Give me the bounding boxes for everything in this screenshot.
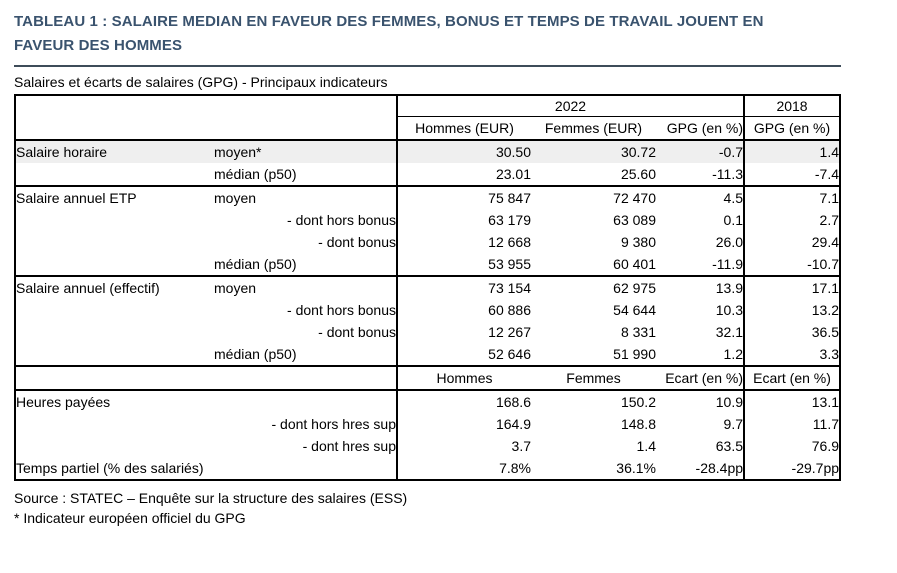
cell-gpg-2022: 10.3 xyxy=(715,302,744,318)
cell-sub-label: - dont bonus xyxy=(318,234,396,250)
cell-sub-label: - dont hres sup xyxy=(302,438,396,454)
col-header-femmes-eur: Femmes (EUR) xyxy=(531,117,656,141)
cell-femmes: 72 470 xyxy=(613,190,656,206)
cell-gpg-2022: 1.2 xyxy=(656,343,744,366)
year-header-2022: 2022 xyxy=(397,95,744,117)
cell-ecart-2018: 11.7 xyxy=(744,413,840,435)
cell-femmes: 62 975 xyxy=(613,280,656,296)
cell-hommes: 23.01 xyxy=(397,163,531,186)
col-header-hommes-eur: Hommes (EUR) xyxy=(397,117,531,141)
col-header-femmes: Femmes xyxy=(531,366,656,390)
table-row xyxy=(15,457,840,480)
table-row xyxy=(15,276,840,299)
cell-section-label xyxy=(15,413,214,435)
cell-gpg-2018: 1.4 xyxy=(744,140,840,163)
cell-femmes: 54 644 xyxy=(613,302,656,318)
col-header-gpg-2022: GPG (en %) xyxy=(656,117,744,141)
cell-section-label xyxy=(15,299,214,321)
cell-ecart-2018: -29.7pp xyxy=(744,457,840,480)
cell-sub-label: médian (p50) xyxy=(214,163,397,186)
cell-femmes: 25.60 xyxy=(531,163,656,186)
cell-femmes: 8 331 xyxy=(620,324,656,340)
table-row xyxy=(15,186,840,209)
cell-sub-label: - dont bonus xyxy=(318,324,396,340)
cell-gpg-2018: 7.1 xyxy=(744,186,840,209)
col-header-ecart-2018: Ecart (en %) xyxy=(744,366,840,390)
cell-gpg-2018: 13.2 xyxy=(744,299,840,321)
cell-hommes: 60 886 xyxy=(397,299,531,321)
cell-sub-label: - dont hors hres sup xyxy=(271,416,396,432)
cell-gpg-2022: 4.5 xyxy=(723,190,744,206)
cell-gpg-2018: -7.4 xyxy=(744,163,840,186)
cell-gpg-2022: -11.3 xyxy=(656,163,744,186)
cell-gpg-2018: 36.5 xyxy=(744,321,840,343)
cell-femmes: 148.8 xyxy=(620,416,656,432)
col-header-ecart-2022: Ecart (en %) xyxy=(656,366,744,390)
cell-gpg-2018: 17.1 xyxy=(744,276,840,299)
cell-gpg-2018: 2.7 xyxy=(744,209,840,231)
table-row xyxy=(15,140,840,163)
table-row xyxy=(15,163,840,186)
cell-hommes: 12 267 xyxy=(397,321,531,343)
cell-gpg-2018: 3.3 xyxy=(744,343,840,366)
cell-sub-label: moyen xyxy=(214,280,257,296)
cell-femmes: 63 089 xyxy=(613,212,656,228)
cell-hommes: 3.7 xyxy=(397,435,531,457)
cell-gpg-2018: 29.4 xyxy=(744,231,840,253)
cell-femmes: 36.1% xyxy=(616,460,656,476)
source-note: Source : STATEC – Enquête sur la structure des salaires (ESS) xyxy=(14,490,408,506)
cell-section-label: Salaire annuel ETP xyxy=(16,190,137,206)
cell-hommes: 30.50 xyxy=(397,140,531,163)
cell-sub-label: - dont hors bonus xyxy=(287,302,396,318)
cell-gpg-2022: 26.0 xyxy=(715,234,744,250)
cell-sub-label: médian (p50) xyxy=(214,343,397,366)
cell-ecart-2022: 10.9 xyxy=(715,394,744,410)
cell-section-label xyxy=(15,435,214,457)
cell-section-label xyxy=(15,321,214,343)
corner-header-cell xyxy=(15,366,397,390)
cell-hommes: 52 646 xyxy=(397,343,531,366)
table-row xyxy=(15,299,840,321)
salary-indicators-table xyxy=(14,94,841,481)
table-row xyxy=(15,209,840,231)
year-header-2018: 2018 xyxy=(744,95,840,117)
cell-gpg-2018: -10.7 xyxy=(744,253,840,276)
cell-femmes: 51 990 xyxy=(531,343,656,366)
cell-section-label xyxy=(15,209,214,231)
table-row xyxy=(15,435,840,457)
cell-hommes: 168.6 xyxy=(397,390,531,413)
cell-gpg-2022: -11.9 xyxy=(656,253,744,276)
table-row xyxy=(15,321,840,343)
col-header-hommes: Hommes xyxy=(397,366,531,390)
cell-section-label xyxy=(15,343,214,366)
col-header-gpg-2018: GPG (en %) xyxy=(744,117,840,141)
gpg-footnote: * Indicateur européen officiel du GPG xyxy=(14,510,246,526)
title-rule xyxy=(14,65,841,67)
cell-section-label xyxy=(15,253,214,276)
cell-femmes: 60 401 xyxy=(531,253,656,276)
cell-ecart-2022: 9.7 xyxy=(723,416,744,432)
cell-femmes: 150.2 xyxy=(620,394,656,410)
cell-hommes: 7.8% xyxy=(397,457,531,480)
cell-gpg-2022: 32.1 xyxy=(715,324,744,340)
cell-section-label: Heures payées xyxy=(16,394,111,410)
cell-sub-label: moyen xyxy=(214,190,257,206)
table-row xyxy=(15,231,840,253)
cell-ecart-2018: 76.9 xyxy=(744,435,840,457)
table-row xyxy=(15,390,840,413)
cell-hommes: 63 179 xyxy=(397,209,531,231)
cell-sub-label: médian (p50) xyxy=(214,253,397,276)
cell-section-label: Salaire horaire xyxy=(15,140,214,163)
cell-ecart-2018: 13.1 xyxy=(744,390,840,413)
table-row xyxy=(15,413,840,435)
cell-ecart-2022: 63.5 xyxy=(715,438,744,454)
corner-header-cell xyxy=(15,95,397,140)
cell-gpg-2022: -0.7 xyxy=(656,140,744,163)
cell-sub-label: moyen* xyxy=(214,140,397,163)
table-row xyxy=(15,343,840,366)
cell-femmes: 1.4 xyxy=(636,438,656,454)
table-row xyxy=(15,253,840,276)
cell-section-label: Salaire annuel (effectif) xyxy=(16,280,160,296)
cell-femmes: 9 380 xyxy=(620,234,656,250)
cell-section-label: Temps partiel (% des salariés) xyxy=(16,460,204,476)
cell-ecart-2022: -28.4pp xyxy=(695,460,744,476)
cell-section-label xyxy=(15,163,214,186)
cell-gpg-2022: 0.1 xyxy=(723,212,744,228)
year-header-row xyxy=(15,95,840,117)
cell-sub-label: - dont hors bonus xyxy=(287,212,396,228)
cell-hommes: 12 668 xyxy=(397,231,531,253)
cell-gpg-2022: 13.9 xyxy=(715,280,744,296)
table-subtitle: Salaires et écarts de salaires (GPG) - Principaux indicateurs xyxy=(14,74,388,90)
document-title: TABLEAU 1 : SALAIRE MEDIAN EN FAVEUR DES FEMMES, BONUS ET TEMPS DE TRAVAIL JOUENT EN FAVEUR DES HOMMES xyxy=(14,13,764,54)
cell-femmes: 30.72 xyxy=(531,140,656,163)
cell-hommes: 75 847 xyxy=(397,186,531,209)
cell-hommes: 164.9 xyxy=(397,413,531,435)
cell-section-label xyxy=(15,231,214,253)
cell-hommes: 73 154 xyxy=(397,276,531,299)
cell-hommes: 53 955 xyxy=(397,253,531,276)
hours-header-row xyxy=(15,366,840,390)
